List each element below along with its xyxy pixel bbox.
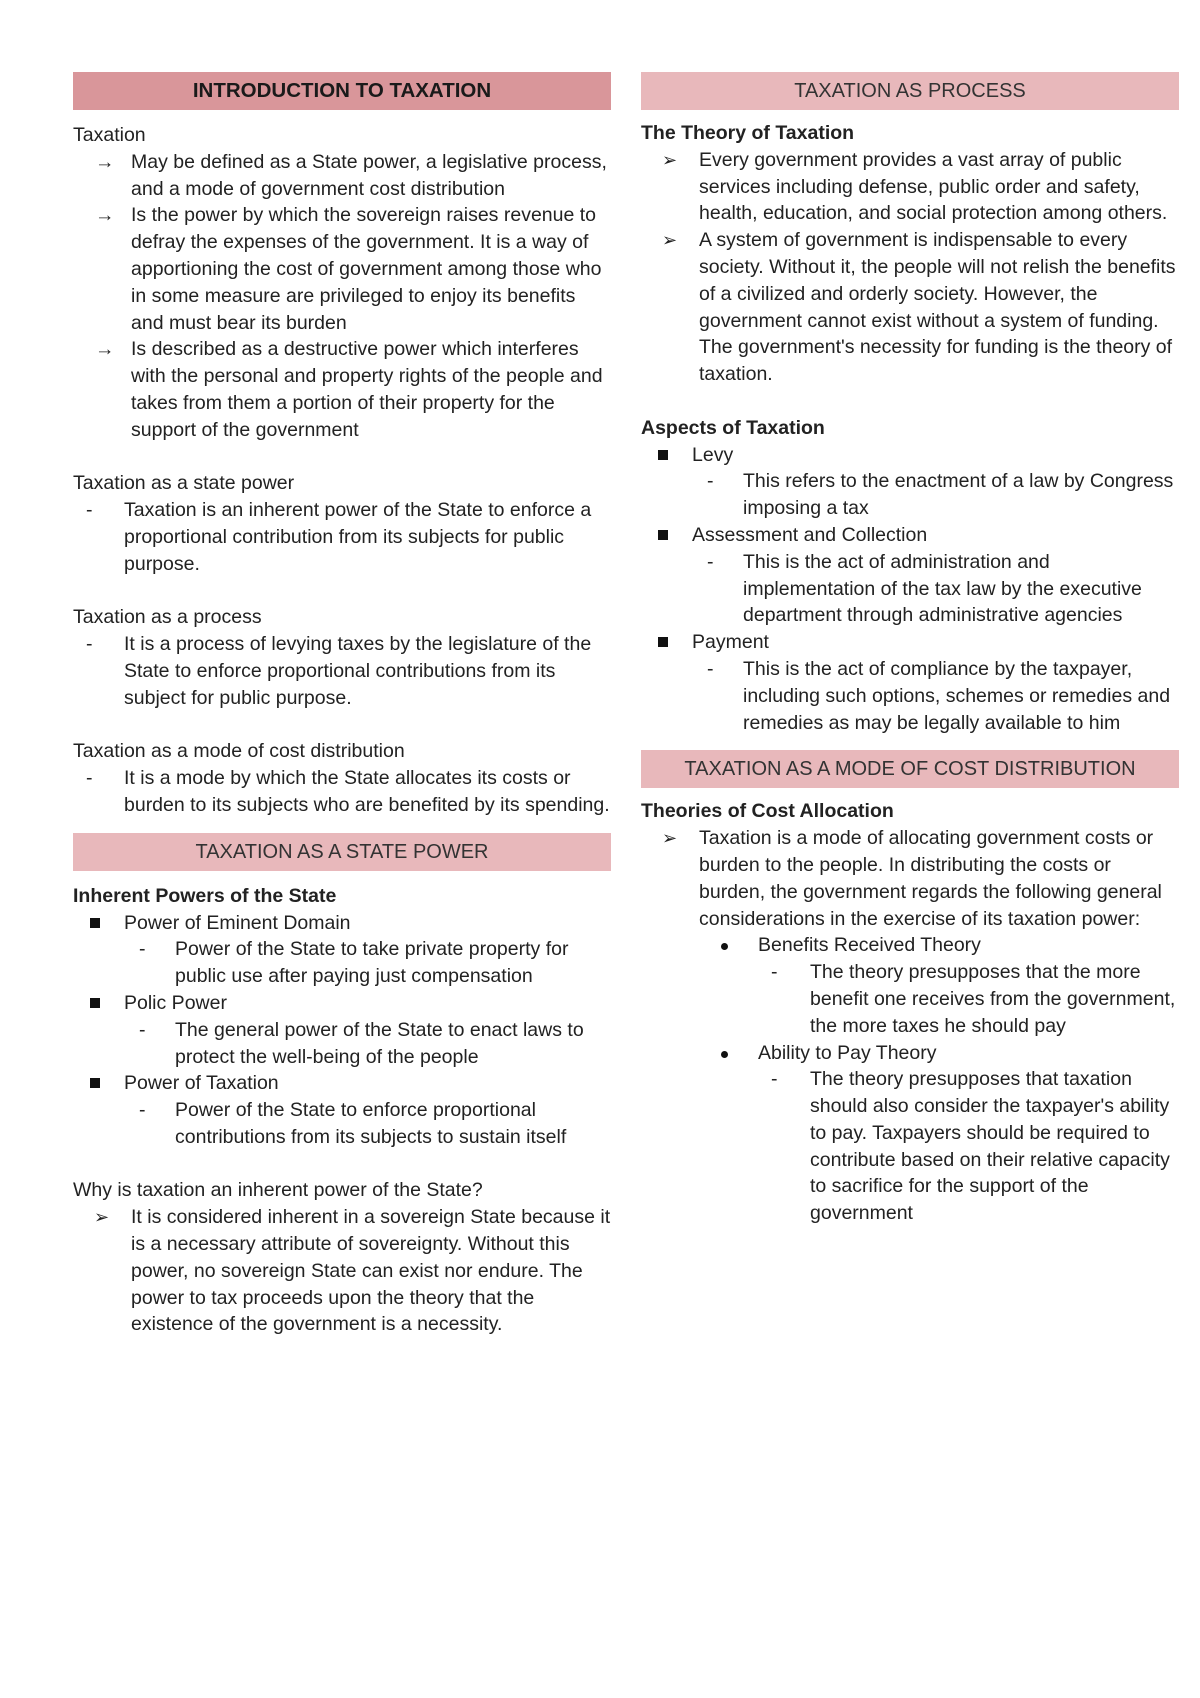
aspects-heading: Aspects of Taxation — [641, 416, 825, 439]
list-item: - The theory presupposes that taxation should also consider the taxpayer's ability to pay. Taxpayers should be required to contribute based on their relative capacity to sacrifice for the support of the government — [771, 1068, 1170, 1225]
dash-bullet: - — [707, 550, 714, 573]
list-item: Ability to Pay Theory — [641, 1040, 1179, 1067]
list-item: Benefits Received Theory — [641, 932, 1179, 959]
square-bullet-icon — [658, 637, 668, 647]
square-bullet-icon — [90, 998, 100, 1008]
dash-bullet: - — [139, 938, 146, 961]
dot-bullet-icon — [721, 943, 728, 950]
chevron-bullet-icon: ➢ — [662, 149, 678, 170]
dash-bullet: - — [771, 961, 778, 984]
chevron-bullet-icon: ➢ — [662, 828, 678, 849]
taxation-label: Taxation — [73, 124, 146, 146]
list-item: - This refers to the enactment of a law by Congress imposing a tax — [707, 470, 1174, 520]
list-item: Assessment and Collection — [641, 522, 1179, 549]
square-bullet-icon — [658, 530, 668, 540]
list-item: ➢ A system of government is indispensable to every society. Without it, the people will not relish the benefits of a civilized and orderly society. However, the government cannot exist without a system of funding. The government's necessity for funding is the theory of taxation. — [662, 229, 1176, 386]
cost-allocation-heading: Theories of Cost Allocation — [641, 800, 894, 823]
arrow-icon: → — [95, 204, 115, 227]
section-banner-introduction: INTRODUCTION TO TAXATION — [73, 72, 611, 110]
list-item: - It is a mode by which the State allocates its costs or burden to its subjects who are benefited by its spending. — [86, 767, 610, 816]
list-item: Polic Power — [73, 990, 611, 1017]
dash-bullet: - — [86, 499, 93, 522]
list-item: - It is a process of levying taxes by the legislature of the State to enforce proportional contributions from its subject for public purpose. — [86, 633, 592, 709]
list-item: → May be defined as a State power, a legislative process, and a mode of government cost distribution — [95, 150, 607, 200]
list-item: Levy — [641, 442, 1179, 469]
process-label: Taxation as a process — [73, 606, 262, 629]
arrow-icon: → — [95, 338, 115, 361]
dash-bullet: - — [707, 470, 714, 493]
square-bullet-icon — [658, 450, 668, 460]
state-power-label: Taxation as a state power — [73, 472, 295, 495]
right-column — [641, 72, 1179, 1227]
dash-bullet: - — [139, 1099, 146, 1122]
list-item: Payment — [641, 629, 1179, 656]
list-item: ➢ It is considered inherent in a sovereign State because it is a necessary attribute of sovereignty. Without this power, no sovereign State can exist nor endure. The power to tax proceeds upon the theory that the existence of the government is a necessity. — [94, 1206, 611, 1336]
list-item: → Is the power by which the sovereign raises revenue to defray the expenses of the government. It is a way of apportioning the cost of government among those who in some measure are privileged to enjoy its benefits and must bear its burden — [95, 204, 602, 334]
list-item: Power of Taxation — [73, 1070, 611, 1097]
square-bullet-icon — [90, 1078, 100, 1088]
inherent-powers-heading: Inherent Powers of the State — [73, 884, 337, 907]
arrow-icon: → — [95, 150, 115, 173]
dot-bullet-icon — [721, 1051, 728, 1058]
list-item: - This is the act of administration and implementation of the tax law by the executive department through administrative agencies — [707, 550, 1142, 627]
list-item: → Is described as a destructive power which interferes with the personal and property rights of the people and takes from them a portion of their property for the support of the government — [95, 338, 603, 441]
cost-label: Taxation as a mode of cost distribution — [73, 740, 405, 763]
list-item: - Power of the State to take private property for public use after paying just compensation — [139, 938, 569, 988]
list-item: - Taxation is an inherent power of the State to enforce a proportional contribution from its subjects for public purpose. — [86, 499, 592, 575]
dash-bullet: - — [707, 657, 714, 680]
list-item: - This is the act of compliance by the taxpayer, including such options, schemes or remedies and remedies as may be legally available to him — [707, 657, 1171, 734]
chevron-bullet-icon: ➢ — [662, 230, 678, 251]
list-item: - Power of the State to enforce proportional contributions from its subjects to sustain itself — [139, 1099, 567, 1148]
dash-bullet: - — [86, 633, 93, 656]
left-column — [73, 72, 611, 1338]
section-banner-cost-distribution: TAXATION AS A MODE OF COST DISTRIBUTION — [641, 750, 1179, 788]
dash-bullet: - — [139, 1018, 146, 1041]
list-item: Power of Eminent Domain — [73, 910, 611, 937]
theory-heading: The Theory of Taxation — [641, 122, 855, 144]
list-item: - The general power of the State to enact laws to protect the well-being of the people — [139, 1018, 584, 1068]
why-label: Why is taxation an inherent power of the State? — [73, 1179, 483, 1202]
square-bullet-icon — [90, 918, 100, 928]
list-item: ➢ Taxation is a mode of allocating government costs or burden to the people. In distributing the costs or burden, the government regards the following general considerations in the exercise of its taxation power: — [662, 827, 1162, 930]
dash-bullet: - — [771, 1068, 778, 1091]
list-item: ➢ Every government provides a vast array of public services including defense, public order and safety, health, education, and social protection among others. — [662, 148, 1168, 225]
section-banner-process: TAXATION AS PROCESS — [641, 72, 1179, 110]
list-item: - The theory presupposes that the more benefit one receives from the government, the more taxes he should pay — [771, 961, 1176, 1037]
chevron-bullet-icon: ➢ — [94, 1207, 110, 1228]
dash-bullet: - — [86, 767, 93, 790]
section-banner-state-power: TAXATION AS A STATE POWER — [73, 833, 611, 871]
